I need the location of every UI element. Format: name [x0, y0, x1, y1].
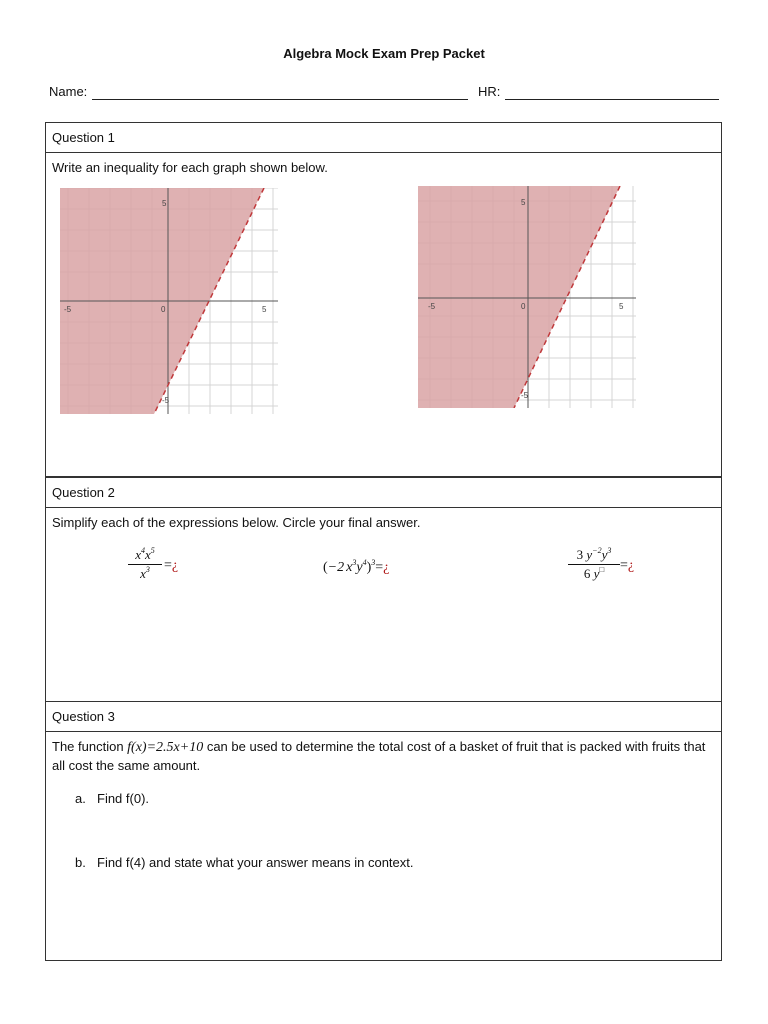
- g2-ytick-neg: -5: [521, 391, 529, 400]
- name-blank[interactable]: [92, 99, 468, 100]
- question-1-prompt: Write an inequality for each graph shown below.: [52, 160, 328, 175]
- question-2-heading: Question 2: [52, 485, 115, 500]
- part-b-text: Find f(4) and state what your answer means in context.: [97, 855, 414, 870]
- expr2-placeholder: ¿: [383, 560, 390, 575]
- g1-ytick-pos: 5: [162, 199, 167, 208]
- q3-intro-before: The function: [52, 739, 128, 754]
- question-2-prompt: Simplify each of the expressions below. Circle your final answer.: [52, 515, 421, 530]
- g1-xtick-pos: 5: [262, 305, 267, 314]
- question-2-box: [45, 477, 722, 702]
- g2-ytick-pos: 5: [521, 198, 526, 207]
- graph-1: [60, 188, 278, 414]
- expr1-placeholder: ¿: [171, 558, 179, 573]
- g2-xtick-pos: 5: [619, 302, 624, 311]
- q3-intro-after: can be used to determine the total cost of a basket of fruit that is packed with fruits that all cost the same amount.: [52, 739, 706, 773]
- g1-xtick-neg: -5: [64, 305, 72, 314]
- hr-blank[interactable]: [505, 99, 719, 100]
- question-3-intro: [52, 738, 712, 775]
- page-title: Algebra Mock Exam Prep Packet: [283, 46, 485, 61]
- question-1-header: [46, 123, 722, 153]
- graph-2: [418, 186, 636, 408]
- question-1-heading: Question 1: [52, 130, 115, 145]
- question-3-heading: Question 3: [52, 709, 115, 724]
- g2-xtick-neg: -5: [428, 302, 436, 311]
- expr3-placeholder: ¿: [627, 558, 635, 573]
- expression-2: (−2 $x^3y^4)^3=¿$: [323, 558, 390, 575]
- expression-1: $x^4x^5$ $x^3$ =¿: [128, 547, 208, 587]
- g1-ytick-neg: -5: [162, 396, 170, 405]
- name-label: Name:: [49, 84, 88, 99]
- expression-3: 3 $y^{-2}y^3$ 6 y□ =¿: [568, 547, 648, 587]
- question-2-header: [46, 478, 722, 508]
- part-b-marker: b.: [75, 855, 86, 870]
- part-a-marker: a.: [75, 791, 86, 806]
- hr-label: HR:: [478, 84, 501, 99]
- g1-xtick-zero: 0: [161, 305, 166, 314]
- part-a-text: Find f(0).: [97, 791, 150, 806]
- question-3-header: [46, 702, 722, 732]
- q3-function: f(x)=2.5x+10: [127, 740, 204, 755]
- g2-xtick-zero: 0: [521, 302, 526, 311]
